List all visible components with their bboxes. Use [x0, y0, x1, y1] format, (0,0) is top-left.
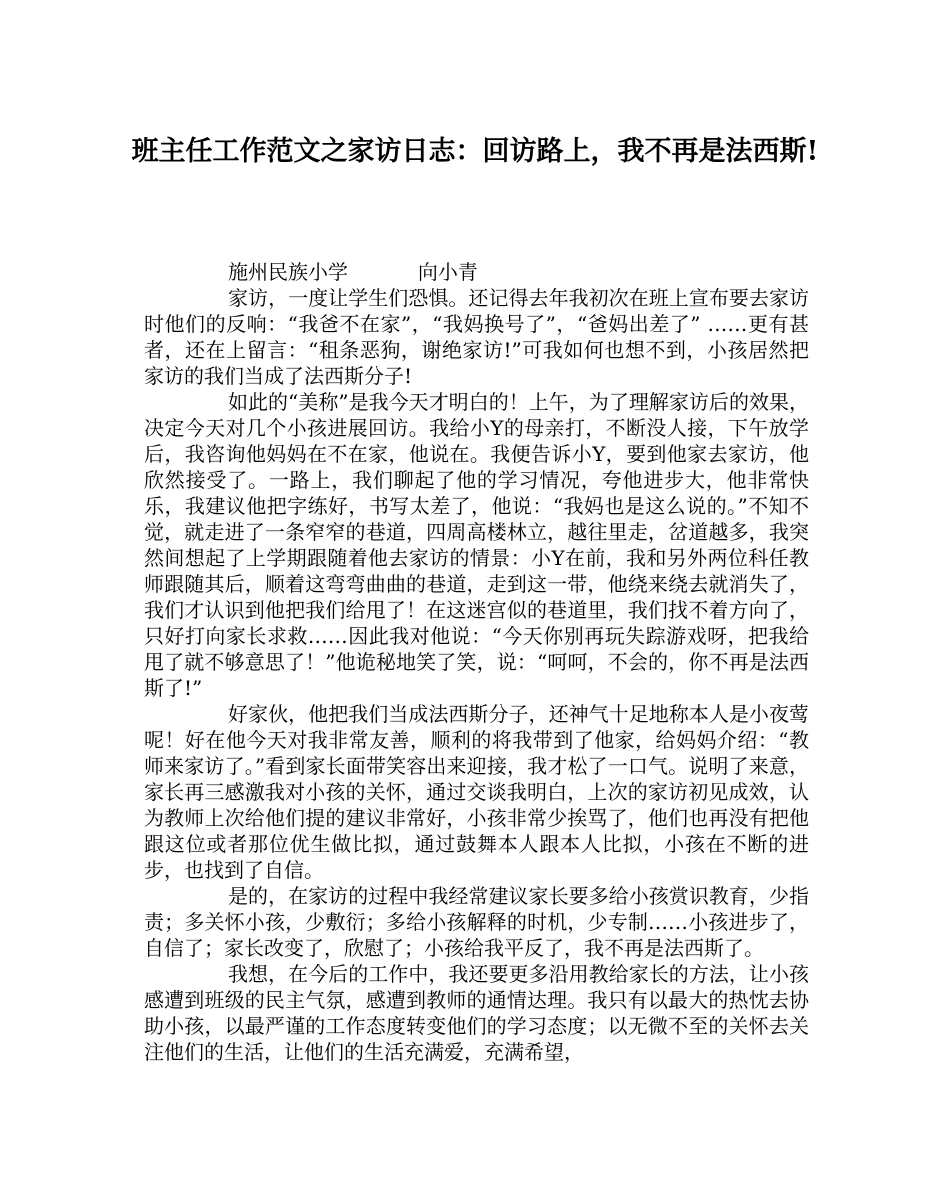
document-title: 班主任工作范文之家访日志：回访路上，我不再是法西斯!: [131, 136, 819, 167]
paragraph: 我想，在今后的工作中，我还要更多沿用教给家长的方法，让小孩感遭到班级的民主气氛，感遭到教师的通情达理。我只有以最大的热忱去协助小孩，以最严谨的工作态度转变他们的学习态度；以无微不至的关怀去关注他们的生活，让他们的生活充满爱，充满希望，: [144, 962, 809, 1064]
author-byline: 施州民族小学 向小青: [228, 260, 478, 284]
paragraph: 是的，在家访的过程中我经常建议家长要多给小孩赏识教育，少指责；多关怀小孩，少敷衍；多给小孩解释的时机，少专制……小孩进步了，自信了；家长改变了，欣慰了；小孩给我平反了，我不再是法西斯了。: [144, 884, 809, 960]
paragraph: 如此的“美称”是我今天才明白的！上午，为了理解家访后的效果，决定今天对几个小孩进展回访。我给小Y的母亲打，不断没人接，下午放学后，我咨询他妈妈在不在家，他说在。我便告诉小Y，要到他家去家访，他欣然接受了。一路上，我们聊起了他的学习情况，夸他进步大，他非常快乐，我建议他把字练好，书写太差了，他说：“我妈也是这么说的。”不知不觉，就走进了一条窄窄的巷道，四周高楼林立，越往里走，岔道越多，我突然间想起了上学期跟随着他去家访的情景：小Y在前，我和另外两位科任教师跟随其后，顺着这弯弯曲曲的巷道，走到这一带，他绕来绕去就消失了，我们才认识到他把我们给甩了！在这迷宫似的巷道里，我们找不着方向了，只好打向家长求救……因此我对他说：“今天你别再玩失踪游戏呀，把我给甩了就不够意思了！”他诡秘地笑了笑，说：“呵呵，不会的，你不再是法西斯了!”: [144, 390, 809, 700]
paragraph: 好家伙，他把我们当成法西斯分子，还神气十足地称本人是小夜莺呢！好在他今天对我非常友善，顺利的将我带到了他家，给妈妈介绍：“教师来家访了。”看到家长面带笑容出来迎接，我才松了一口气。说明了来意，家长再三感激我对小孩的关怀，通过交谈我明白，上次的家访初见成效，认为教师上次给他们提的建议非常好，小孩非常少挨骂了，他们也再没有把他跟这位或者那位优生做比拟，通过鼓舞本人跟本人比拟，小孩在不断的进步，也找到了自信。: [144, 702, 809, 882]
paragraph: 家访，一度让学生们恐惧。还记得去年我初次在班上宣布要去家访时他们的反响：“我爸不在家”，“我妈换号了”，“爸妈出差了” ……更有甚者，还在上留言：“租条恶狗，谢绝家访!”可我如何也想不到，小孩居然把家访的我们当成了法西斯分子!: [144, 286, 809, 388]
document-body: [144, 259, 809, 1065]
